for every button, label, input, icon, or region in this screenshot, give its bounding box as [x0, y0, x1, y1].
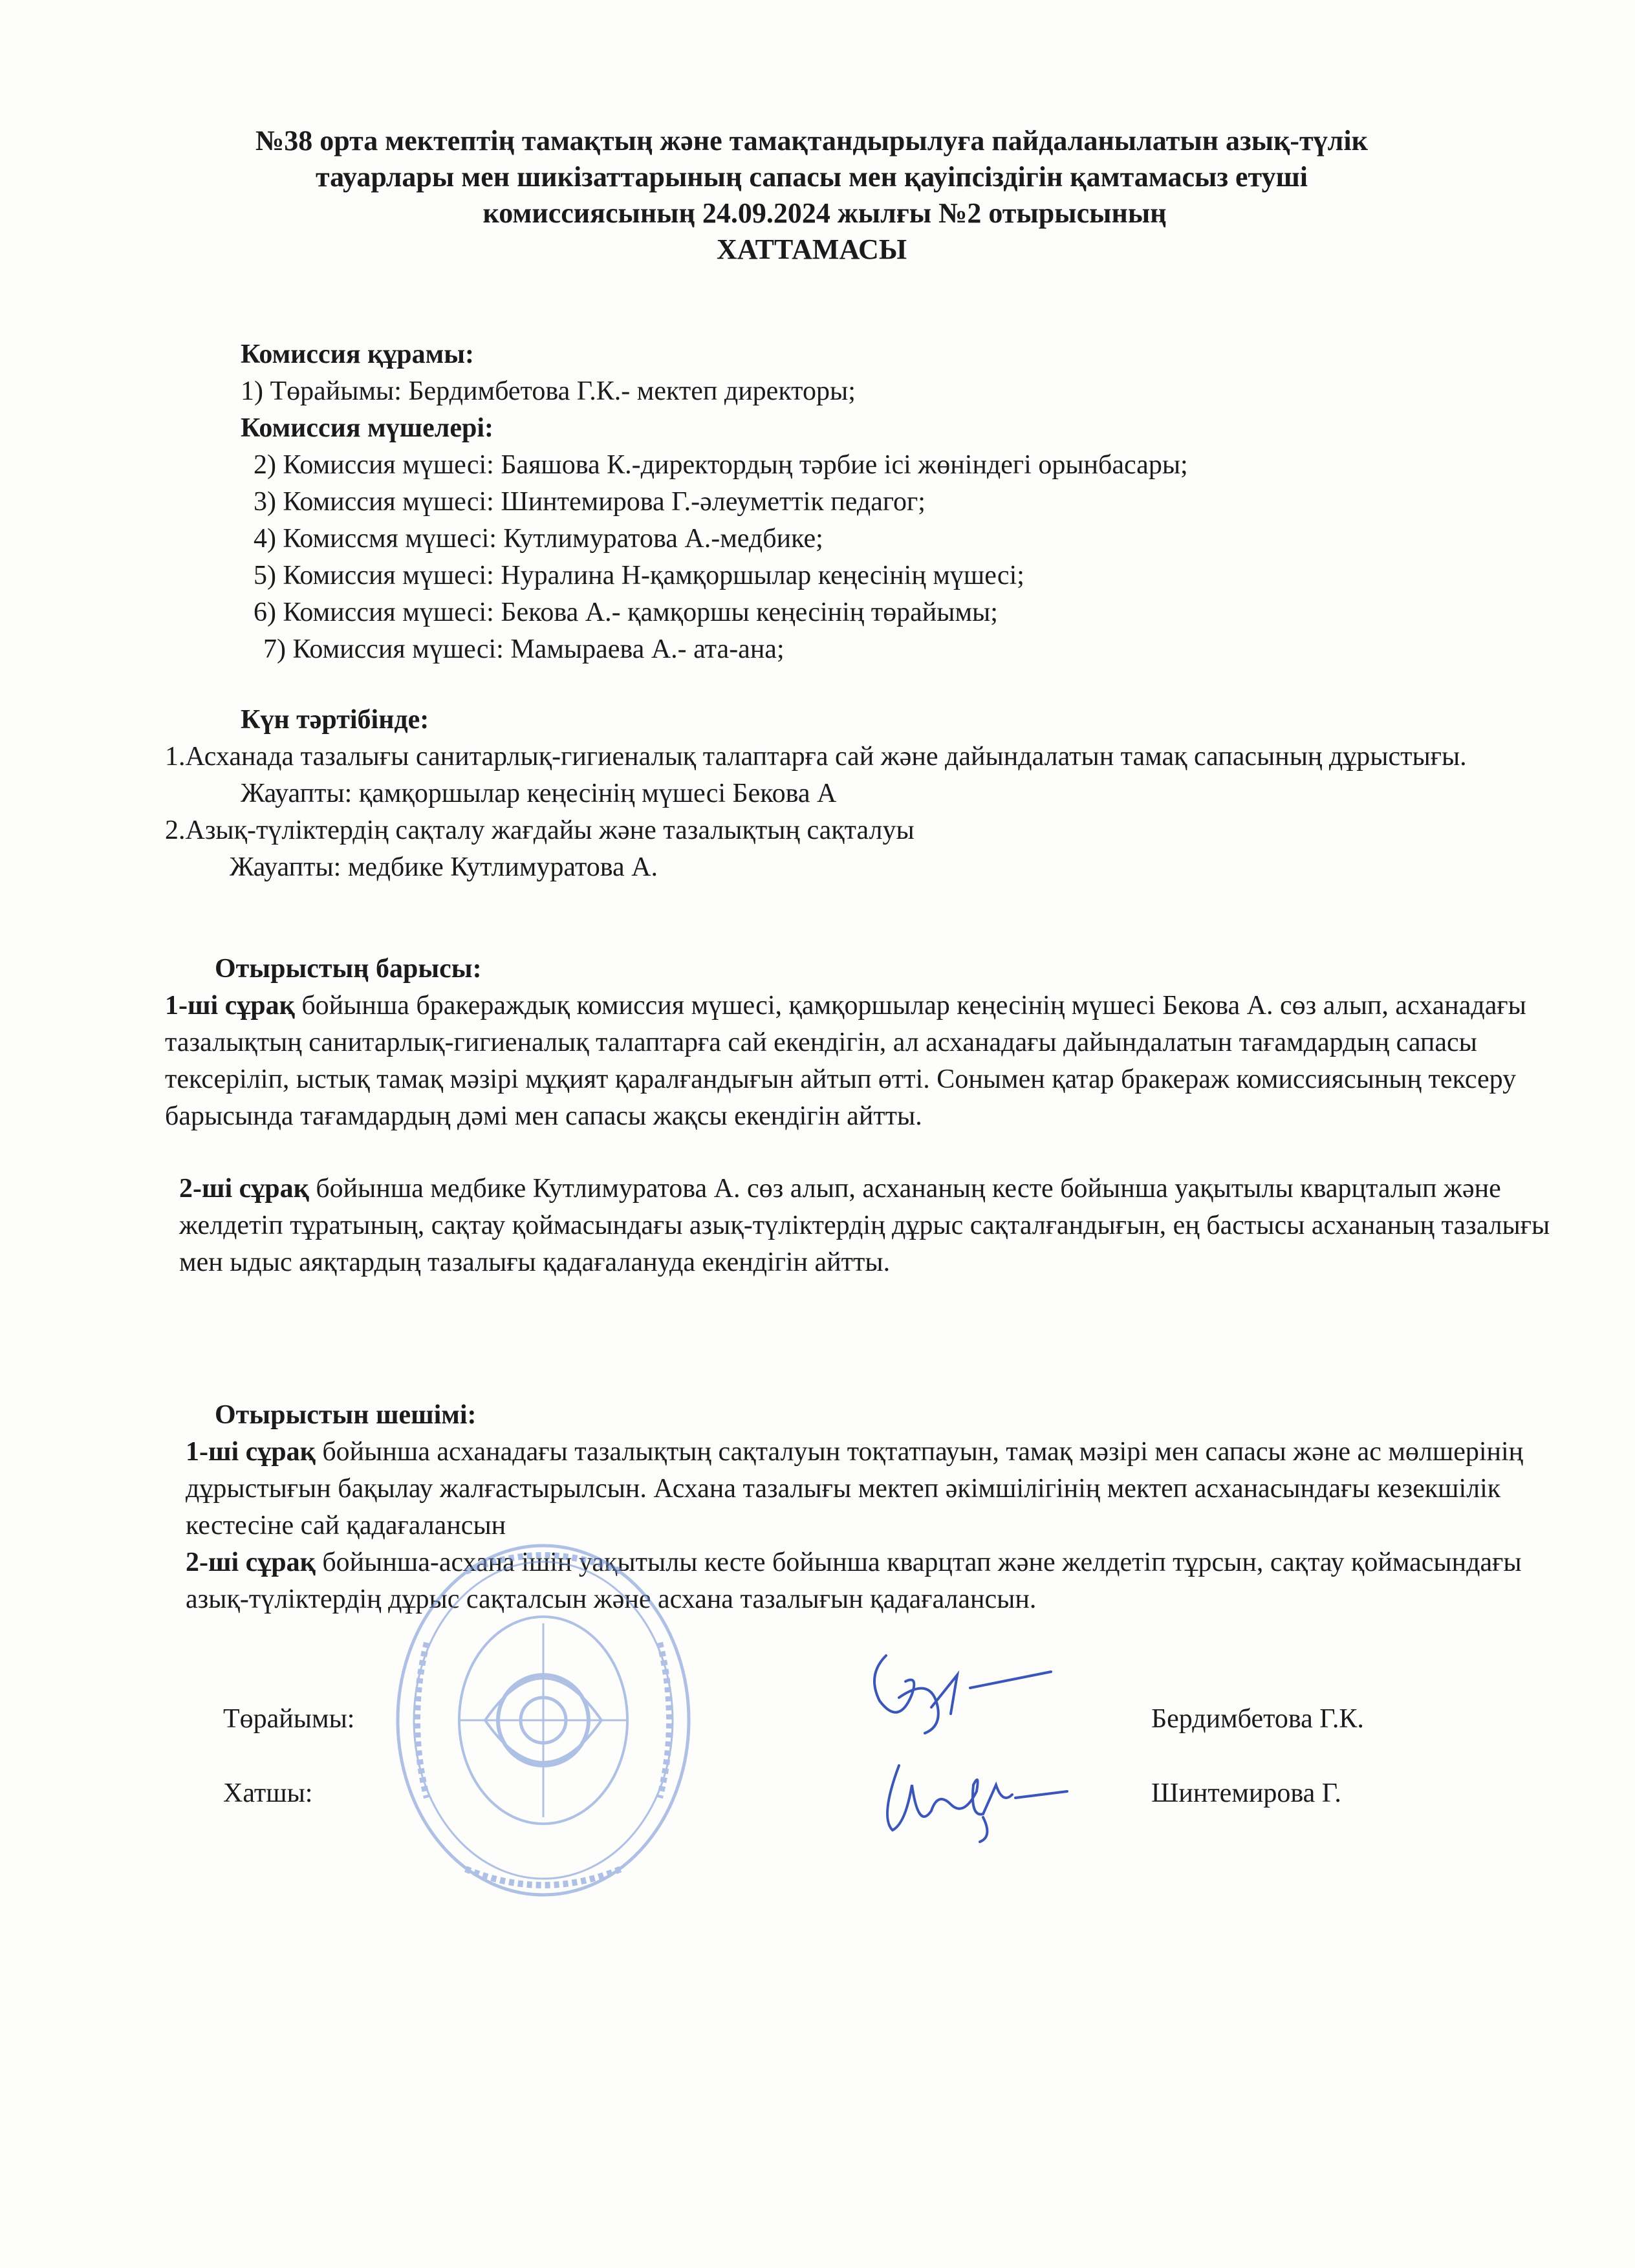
member-line: 6) Комиссия мүшесі: Бекова А.- қамқоршы кеңесінің төрайымы;	[254, 598, 998, 627]
member-line: 4) Комиссмя мүшесі: Кутлимуратова А.-медбике;	[254, 524, 823, 554]
agenda-heading: Күн тәртібінде:	[241, 705, 429, 735]
decision-question-2	[165, 1544, 1555, 1618]
secretary-name: Шинтемирова Г.	[1151, 1778, 1341, 1808]
question-label: 1-ші сұрақ	[165, 991, 295, 1021]
secretary-label: Хатшы:	[223, 1778, 313, 1808]
chair-label: Төрайымы:	[223, 1704, 355, 1734]
question-label: 1-ші сұрақ	[186, 1437, 316, 1467]
agenda-item-2: 2.Азық-түліктердің сақталу жағдайы және тазалықтың сақталуы	[165, 815, 915, 845]
member-line: 3) Комиссия мүшесі: Шинтемирова Г.-әлеуметтік педагог;	[254, 487, 926, 517]
chair-line: 1) Төрайымы: Бердимбетова Г.К.- мектеп директоры;	[241, 376, 856, 406]
meeting-decision-section	[165, 1397, 1555, 1618]
agenda-item-1-responsible: Жауапты: қамқоршылар кеңесінің мүшесі Бекова А	[241, 779, 837, 808]
question-text: бойынша-асхана ішін уақытылы кесте бойынша кварцтап және желдетіп тұрсын, сақтау қоймасындағы азық-түліктердің дұрыс сақталсын және асхана тазалығын қадағалансын.	[186, 1548, 1522, 1614]
members-heading: Комиссия мүшелері:	[241, 413, 494, 443]
composition-heading: Комиссия құрамы:	[241, 340, 475, 369]
document-title: ХАТТАМАСЫ	[716, 233, 907, 265]
progress-question-2	[165, 1171, 1555, 1281]
question-text: бойынша медбике Кутлимуратова А. сөз алып, асхананың кесте бойынша уақытылы кварцталып және желдетіп тұратының, сақтау қоймасындағы азық-түліктердің дұрыс сақталғандығын, ең бастысы асхананың тазалығы мен ыдыс аяқтардың тазалығы қадағалануда екендігін айтты.	[179, 1174, 1550, 1277]
chair-signature	[860, 1636, 1054, 1740]
decision-question-1	[165, 1434, 1555, 1544]
round-seal-stamp	[388, 1526, 698, 1901]
member-line: 2) Комиссия мүшесі: Баяшова К.-директордың тәрбие ісі жөніндегі орынбасары;	[254, 450, 1188, 480]
question-text: бойынша асханадағы тазалықтың сақталуын тоқтатпауын, тамақ мәзірі мен сапасы және ас мөлшерінің дұрыстығын бақылау жалғастырылсын. Асхана тазалығы мектеп әкімшілігінің мектеп асханасындағы кезекшілік кестесіне сай қадағалансын	[186, 1437, 1524, 1540]
member-line: 5) Комиссия мүшесі: Нуралина Н-қамқоршылар кеңесінің мүшесі;	[254, 561, 1024, 590]
question-text: бойынша бракераждық комиссия мүшесі, қамқоршылар кеңесінің мүшесі Бекова А. сөз алып, асханадағы тазалықтың санитарлық-гигиеналық талаптарға сай екендігін, ал асханадағы дайындалатын тағамдардың сапасы тексеріліп, ыстық тамақ мәзірі мұқият қаралғандығын айтып өтті. Сонымен қатар бракераж комиссиясының тексеру барысында тағамдардың дәмі мен сапасы жақсы екендігін айтты.	[165, 991, 1526, 1131]
commission-composition	[241, 336, 1534, 668]
question-label: 2-ші сұрақ	[186, 1548, 316, 1577]
question-label: 2-ші сұрақ	[179, 1174, 309, 1204]
progress-question-1	[165, 988, 1555, 1135]
progress-heading: Отырыстың барысы:	[215, 954, 482, 984]
header-line-2: тауарлары мен шикізаттарының сапасы мен қауіпсіздігін қамтамасыз етуші	[316, 161, 1308, 193]
chair-name: Бердимбетова Г.К.	[1151, 1704, 1364, 1734]
document-header	[149, 123, 1475, 268]
header-line-1: №38 орта мектептің тамақтың және тамақтандырылуға пайдаланылатын азық-түлік	[255, 125, 1368, 157]
agenda-item-2-responsible: Жауапты: медбике Кутлимуратова А.	[230, 852, 658, 882]
secretary-signature	[867, 1746, 1074, 1843]
agenda-section	[165, 702, 1555, 886]
meeting-progress-section	[165, 951, 1555, 1281]
agenda-item-1: 1.Асханада тазалығы санитарлық-гигиеналық талаптарға сай және дайындалатын тамақ сапасының дұрыстығы.	[165, 742, 1467, 772]
header-line-3: комиссиясының 24.09.2024 жылғы №2 отырысының	[482, 197, 1167, 229]
member-line: 7) Комиссия мүшесі: Мамыраева А.- ата-ана;	[263, 634, 785, 664]
decision-heading: Отырыстын шешімі:	[215, 1400, 477, 1430]
